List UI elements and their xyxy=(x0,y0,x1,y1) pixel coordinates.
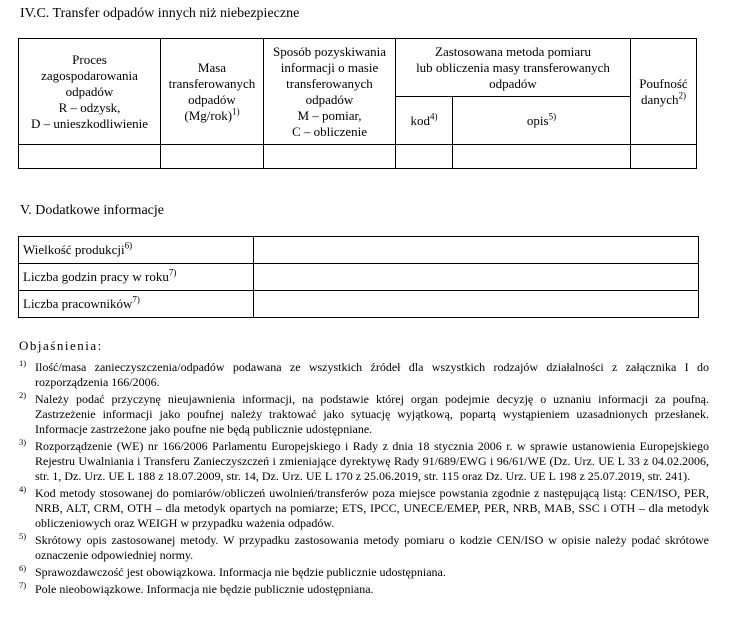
footnote: 3) Rozporządzenie (WE) nr 166/2006 Parlamentu Europejskiego i Rady z dnia 18 stycznia 2006 r. w sprawie ustanowienia Europejskiego Rejestru Uwalniania i Transferu Zanieczyszczeń i zmieniające dyrektywę Rady 91/689/EWG i 96/61/WE (Dz. Urz. UE L 33 z 04.02.2006, str. 1, Dz. Urz. UE L 188 z 18.07.2009, str. 14, Dz. Urz. UE L 170 z 25.06.2019, str. 115 oraz Dz. Urz. UE L 198 z 25.07.2019, str. 241). xyxy=(19,437,709,483)
cell-mass[interactable] xyxy=(161,145,264,169)
footnote: 7) Pole nieobowiązkowe. Informacja nie będzie publicznie udostępniana. xyxy=(19,580,374,596)
transfer-table xyxy=(18,38,697,169)
header-process: Proces zagospodarowania odpadów R – odzysk, D – unieszkodliwienie xyxy=(19,39,161,145)
footnote: 5) Skrótowy opis zastosowanej metody. W przypadku zastosowania metody pomiaru o kodzie CEN/ISO w opisie należy podać skrótowe oznaczenie odpowiedniej normy. xyxy=(19,531,709,562)
header-code: kod$^{4)}$ xyxy=(396,97,453,145)
cell-process[interactable] xyxy=(19,145,161,169)
header-mass: Masa transferowanych odpadów $(Mg/rok)^{1)}$ xyxy=(161,39,264,145)
cell-confidentiality[interactable] xyxy=(631,145,697,169)
header-method-source: Sposób pozyskiwania informacji o masie transferowanych odpadów M – pomiar, C – obliczenie xyxy=(264,39,396,145)
cell-code[interactable] xyxy=(396,145,453,169)
footnote: 2) Należy podać przyczynę nieujawnienia informacji, na podstawie której organ podejmie decyzję o uznaniu informacji za poufną. Zastrzeżenie informacji jako poufnej należy traktować jako sytuację wyjątkową, popartą wystąpieniem uzasadnionych przesłanek. Informacje zastrzeżone jako poufne nie będą publicznie udostępniane. xyxy=(19,390,709,436)
explanations-title: Objaśnienia: xyxy=(19,338,103,353)
footnote: 6) Sprawozdawczość jest obowiązkowa. Informacja nie będzie publicznie udostępniana. xyxy=(19,563,446,579)
additional-info-table xyxy=(18,236,699,318)
section-v-title: V. Dodatkowe informacje xyxy=(20,203,164,218)
header-description: opis$^{5)}$ xyxy=(453,97,631,145)
cell-description[interactable] xyxy=(453,145,631,169)
footnote: 1) Ilość/masa zanieczyszczenia/odpadów podawana ze wszystkich źródeł dla wszystkich rodzajów działalności z załącznika I do rozporządzenia 166/2006. xyxy=(19,358,709,389)
label-working-hours: Liczba godzin pracy w roku$^{7)}$ xyxy=(19,264,254,291)
header-confidentiality: Poufność danych$^{2)}$ xyxy=(631,39,697,145)
section-ivc-title: IV.C. Transfer odpadów innych niż niebezpieczne xyxy=(20,6,300,21)
explanations xyxy=(19,338,709,599)
label-production: Wielkość produkcji$^{6)}$ xyxy=(19,237,254,264)
footnote: 4) Kod metody stosowanej do pomiarów/obliczeń uwolnień/transferów poza miejsce powstania zgodnie z następującą listą: CEN/ISO, PER, NRB, ALT, CRM, OTH – dla metodyk opartych na pomiarze; ETS, IPCC, UNECE/EMEP, PER, NRB, MAB, SSC i OTH – dla metodyk obliczeniowych oraz WEIGH w przypadku ważenia odpadów. xyxy=(19,484,709,530)
label-employees: Liczba pracowników$^{7)}$ xyxy=(19,291,254,318)
value-production[interactable] xyxy=(254,237,699,264)
cell-method-source[interactable] xyxy=(264,145,396,169)
value-employees[interactable] xyxy=(254,291,699,318)
header-measurement-method: Zastosowana metoda pomiaru lub obliczenia masy transferowanych odpadów xyxy=(396,39,631,97)
value-working-hours[interactable] xyxy=(254,264,699,291)
